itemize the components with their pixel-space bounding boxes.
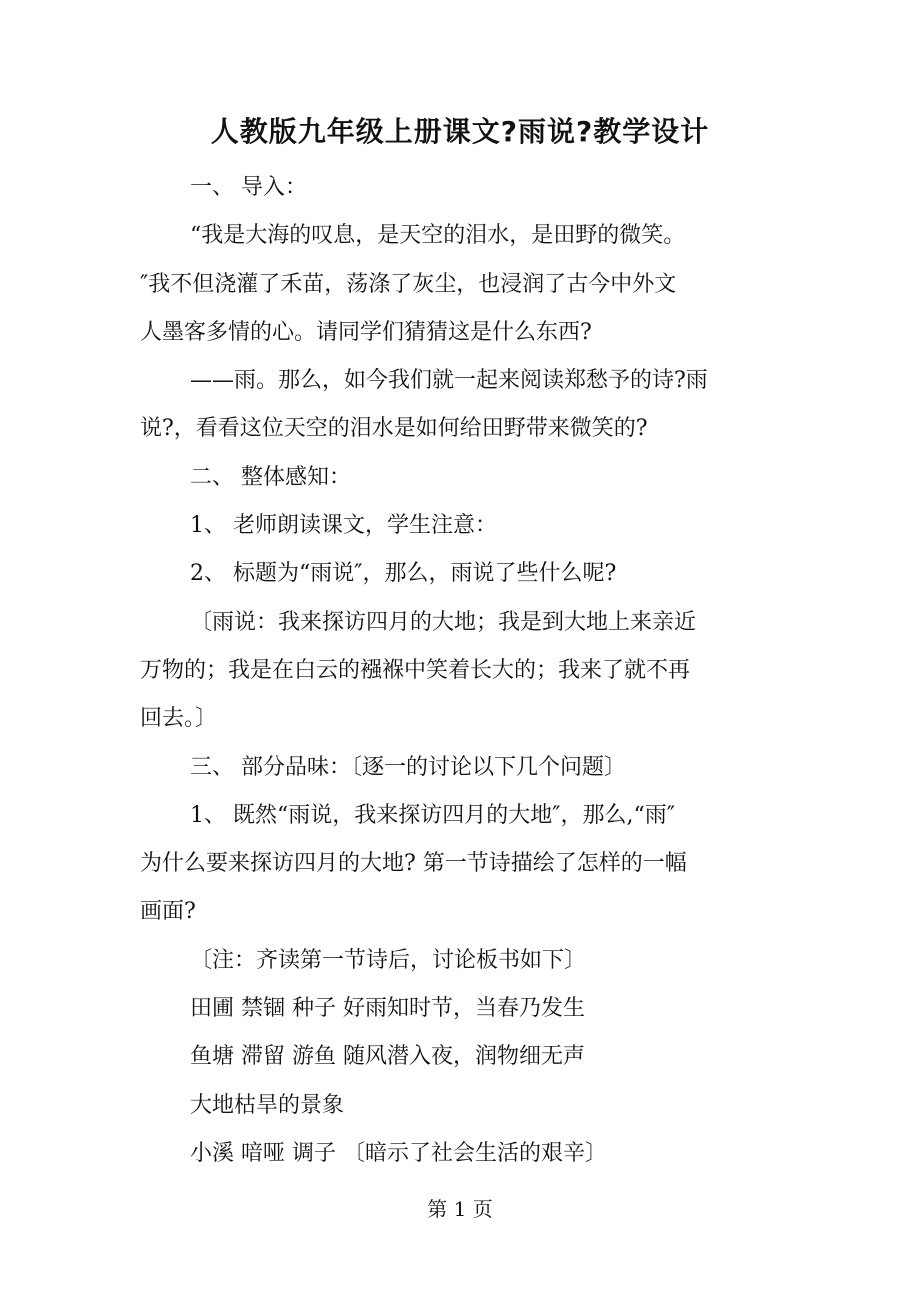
note-line: 〔注：齐读第一节诗后，讨论板书如下〕 bbox=[190, 947, 587, 973]
document-title: 人教版九年级上册课文?雨说?教学设计 bbox=[210, 115, 710, 148]
paragraph-line: 画面? bbox=[140, 899, 196, 925]
list-item: 1、 老师朗读课文，学生注意： bbox=[190, 513, 497, 539]
list-item: 2、 标题为“雨说″，那么，雨说了些什么呢? bbox=[190, 561, 617, 587]
paragraph-line: 人墨客多情的心。请同学们猜猜这是什么东西? bbox=[140, 319, 592, 345]
paragraph-line: 回去。〕 bbox=[140, 706, 218, 732]
board-note-line: 鱼塘 滞留 游鱼 随风潜入夜，润物细无声 bbox=[190, 1044, 585, 1070]
paragraph-line: “我是大海的叹息，是天空的泪水，是田野的微笑。 bbox=[190, 223, 686, 249]
paragraph-line: 为什么要来探访四月的大地? 第一节诗描绘了怎样的一幅 bbox=[140, 851, 687, 877]
board-note-line: 大地枯旱的景象 bbox=[190, 1092, 345, 1118]
section-heading-intro: 一、 导入： bbox=[190, 175, 307, 200]
document-body bbox=[140, 164, 780, 1178]
paragraph-line: ——雨。那么，如今我们就一起来阅读郑愁予的诗?雨 bbox=[190, 368, 708, 394]
page-number: 第 1 页 bbox=[427, 1197, 493, 1221]
paragraph-line: 万物的；我是在白云的襁褓中笑着长大的；我来了就不再 bbox=[140, 657, 691, 683]
section-heading-analysis: 三、 部分品味：〔逐一的讨论以下几个问题〕 bbox=[190, 754, 626, 780]
paragraph-line: 〔雨说：我来探访四月的大地；我是到大地上来亲近 bbox=[190, 609, 697, 635]
paragraph-line: ″我不但浇灌了禾苗，荡涤了灰尘，也浸润了古今中外文 bbox=[140, 271, 677, 297]
paragraph-line: 说?，看看这位天空的泪水是如何给田野带来微笑的? bbox=[140, 416, 648, 442]
board-note-line: 小溪 喑哑 调子 〔暗示了社会生活的艰辛〕 bbox=[190, 1140, 607, 1166]
section-heading-overview: 二、 整体感知： bbox=[190, 464, 351, 490]
board-note-line: 田圃 禁锢 种子 好雨知时节，当春乃发生 bbox=[190, 996, 585, 1022]
list-item: 1、 既然“雨说，我来探访四月的大地″，那么,“雨″ bbox=[190, 802, 675, 828]
